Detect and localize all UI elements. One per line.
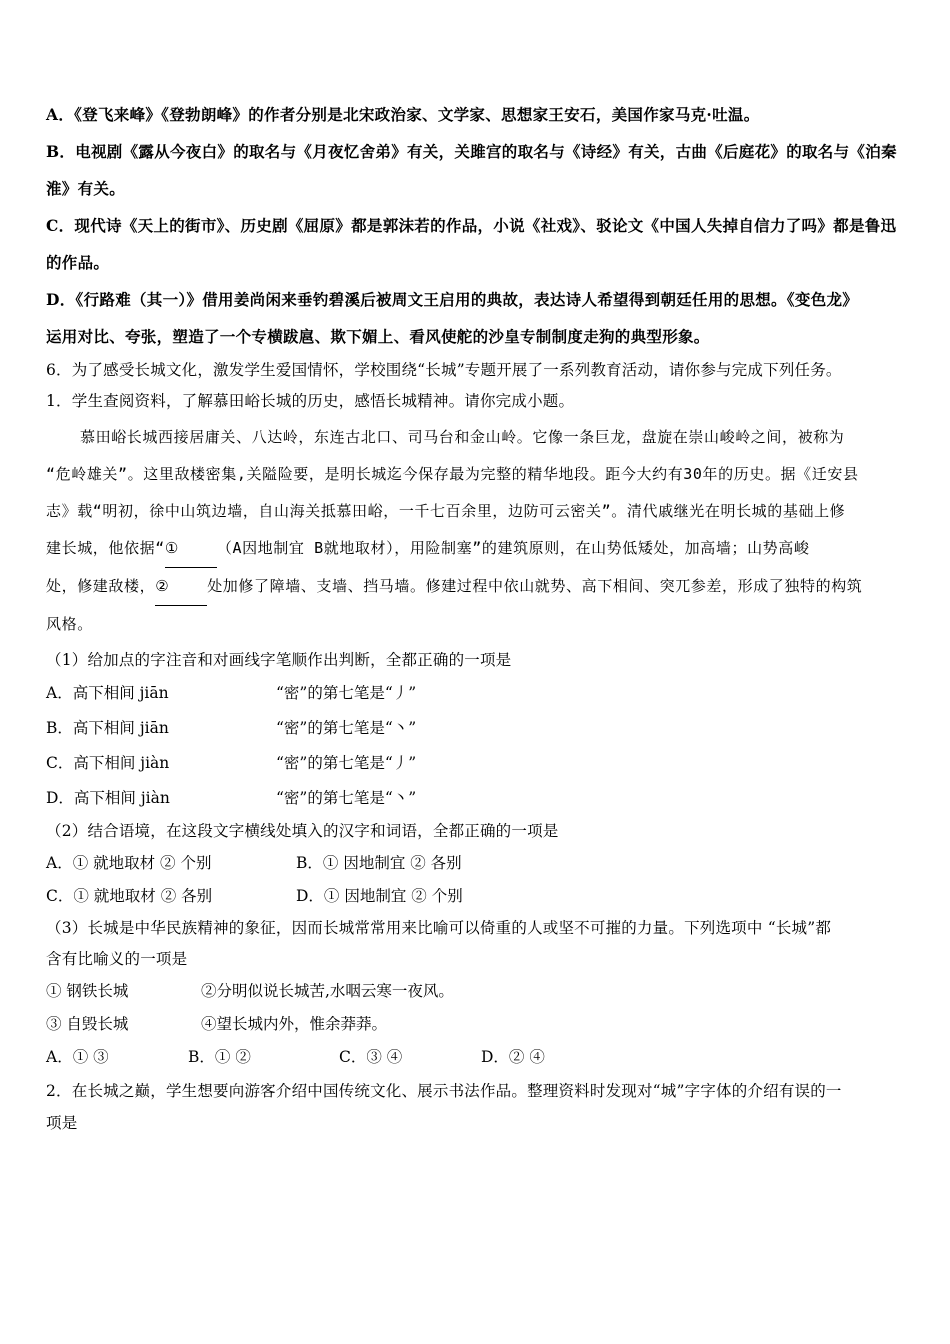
option-row [46,746,908,781]
option-d: D．《行路难（其一）》借用姜尚闲来垂钓碧溪后被周文王启用的典故，表达诗人希望得到朝廷任用的思想。《变色龙》 [46,290,859,309]
item-left: ① 钢铁长城 [46,982,129,1000]
option-b-cont: 淮》有关。 [46,179,126,198]
option-pinyin: C．高下相间 jiàn [46,754,170,772]
document-page [46,96,908,1139]
passage-line: 风格。 [46,615,93,633]
passage-line: 慕田峪长城西接居庸关、八达岭，东连古北口、司马台和金山岭。它像一条巨龙，盘旋在崇山峻岭之间，被称为 [80,428,845,446]
sub-question-3-stem: （3）长城是中华民族精神的象征，因而长城常常用来比喻可以倚重的人或坚不可摧的力量。下列选项中 “长城”都 [46,919,832,937]
option-b: B．电视剧《露从今夜白》的取名与《月夜忆舍弟》有关，关雎宫的取名与《诗经》有关，古曲《后庭花》的取名与《泊秦 [46,142,897,161]
option-stroke: “密”的第七笔是“丿” [276,684,417,702]
option-row [46,711,908,746]
blank-1 [165,530,217,568]
passage-text: （A因地制宜 B就地取材），用险制塞”的建筑原则，在山势低矮处，加高墙；山势高峻 [216,539,810,557]
item-row [46,1008,908,1041]
item-right: ②分明似说长城苦,水咽云寒一夜风。 [201,982,454,1000]
choice-a: A．① ③ [46,1048,109,1066]
blank-2 [155,568,207,606]
question-6: 6．为了感受长城文化，激发学生爱国情怀，学校围绕“长城”专题开展了一系列教育活动，请你参与完成下列任务。 [46,361,842,379]
passage-text: 处加修了障墙、支墙、挡马墙。修建过程中依山就势、高下相间、突兀参差，形成了独特的构筑 [207,577,863,595]
sub-question-3-items [46,975,908,1074]
option-pinyin: D．高下相间 jiàn [46,789,170,807]
option-pinyin: A．高下相间 jiān [46,684,169,702]
choice-c: C．③ ④ [339,1048,403,1066]
passage-text: 建长城，他依据“ [46,539,165,557]
option-c-cont: 的作品。 [46,253,110,272]
option-row [46,781,908,816]
option-stroke: “密”的第七笔是“丶” [276,719,417,737]
option-left: A．① 就地取材 ② 个别 [46,854,212,872]
passage [46,419,908,643]
option-a: A．《登飞来峰》《登勃朗峰》的作者分别是北宋政治家、文学家、思想家王安石，美国作家马克·吐温。 [46,105,760,124]
options-block [46,96,908,355]
passage-text: 处，修建敌楼， [46,577,156,595]
sub-question-1-stem: （1）给加点的字注音和对画线字笔顺作出判断，全都正确的一项是 [46,651,512,669]
choice-b: B．① ② [188,1048,251,1066]
passage-line: 志》载“明初，徐中山筑边墙，自山海关抵慕田峪，一千七百余里，边防可云密关”。清代戚继光在明长城的基础上修 [46,502,846,520]
option-d-cont: 运用对比、夸张，塑造了一个专横跋扈、欺下媚上、看风使舵的沙皇专制制度走狗的典型形象。 [46,327,710,346]
sub-question-2-options [46,847,908,913]
sub-question-1-options [46,676,908,816]
option-row [46,676,908,711]
choice-d: D．② ④ [481,1048,545,1066]
option-left: C．① 就地取材 ② 各别 [46,887,213,905]
choice-row [46,1041,908,1074]
question-2: 2．在长城之巅，学生想要向游客介绍中国传统文化、展示书法作品。整理资料时发现对“城”字字体的介绍有误的一 [46,1082,842,1100]
option-pinyin: B．高下相间 jiān [46,719,169,737]
option-c: C．现代诗《天上的街市》、历史剧《屈原》都是郭沫若的作品，小说《社戏》、驳论文《中国人失掉自信力了吗》都是鲁迅 [46,216,897,235]
passage-line: “危岭雄关”。这里敌楼密集,关隘险要，是明长城迄今保存最为完整的精华地段。距今大约有30年的历史。据《迁安县 [46,465,859,483]
sub-question-3-stem-cont: 含有比喻义的一项是 [46,950,188,968]
question-2-cont: 项是 [46,1114,78,1132]
option-row [46,847,908,880]
passage-line [46,530,908,568]
blank-2-label: ② [155,577,170,595]
passage-line [46,568,908,606]
option-row [46,880,908,913]
option-right: B．① 因地制宜 ② 各别 [296,854,462,872]
item-row [46,975,908,1008]
option-stroke: “密”的第七笔是“丿” [276,754,417,772]
option-right: D．① 因地制宜 ② 个别 [296,887,463,905]
item-left: ③ 自毁长城 [46,1015,129,1033]
blank-1-label: ① [164,539,179,557]
sub-question-2-stem: （2）结合语境，在这段文字横线处填入的汉字和词语，全都正确的一项是 [46,822,559,840]
question-1: 1．学生查阅资料，了解慕田峪长城的历史，感悟长城精神。请你完成小题。 [46,392,575,410]
item-right: ④望长城内外，惟余莽莽。 [201,1015,388,1033]
option-stroke: “密”的第七笔是“丶” [276,789,417,807]
